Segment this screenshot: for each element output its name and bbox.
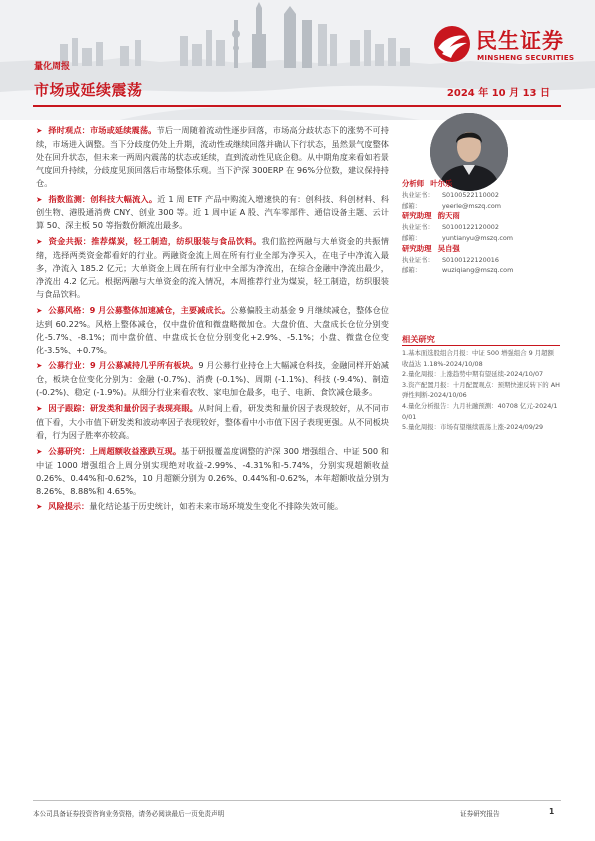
paragraph-lead: 资金共振：推荐煤炭，轻工制造，纺织服装与食品饮料。 bbox=[48, 236, 262, 247]
analyst-name: 韵天雨 bbox=[437, 211, 460, 221]
cert-label: 执业证书： bbox=[402, 255, 434, 264]
related-item: 1.基本面选股组合月报：中证 500 增强组合 9 月超额收益达 1.18%-2024/10/08 bbox=[402, 349, 554, 368]
related-divider bbox=[402, 345, 560, 346]
email-label: 邮箱： bbox=[402, 233, 422, 242]
analyst-card bbox=[402, 211, 560, 243]
summary-paragraph bbox=[33, 359, 389, 399]
main-content bbox=[33, 124, 389, 517]
page-number: 1 bbox=[549, 807, 555, 816]
analyst-name: 叶尔乐 bbox=[430, 179, 453, 188]
paragraph-text: 公募偏股主动基金 9 月继续减仓，整体仓位达到 60.22%。风格上整体减仓，仅中盘价值和微盘略微加仓。大盘价值、大盘成长仓位分别变化-5.7%、-8.1%；而中盘价值、中盘成长仓位分别变化+2.9%、-5.1%；小盘、微盘仓位变化-3.5%、+0.7%。 bbox=[36, 304, 389, 355]
paragraph-text: 量化结论基于历史统计，如若未来市场环境发生变化不排除失效可能。 bbox=[89, 501, 344, 512]
footer-label: 证券研究报告 bbox=[460, 810, 500, 818]
summary-paragraph bbox=[33, 500, 389, 514]
footer-disclaimer: 本公司具备证券投资咨询业务资格，请务必阅读最后一页免责声明 bbox=[33, 810, 225, 818]
cert-label: 执业证书： bbox=[402, 190, 434, 199]
related-research-title: 相关研究 bbox=[402, 334, 435, 344]
summary-paragraph bbox=[33, 235, 389, 301]
paragraph-text: 我们监控两融与大单资金的共振情绪，选择两类资金都看好的行业。两融资金流上周在所有行业全部为净买入，在电子中净流入最多，净流入 185.2 亿元；大单资金上周在所有行业中全部为净流出，在综合金融中净流出最少，净流出 4.2 亿元。根据两融与大单资金的流入情况，本周推荐行业为煤炭，轻工制造，纺织服装与食品饮料。 bbox=[36, 236, 389, 299]
related-item: 3.资产配置月报：十月配置观点：预期快速反转下的 AH 弹性判断-2024/10/06 bbox=[402, 380, 560, 400]
paragraph-lead: 择时观点：市场或延续震荡。 bbox=[48, 125, 157, 135]
report-date: 2024 年 10 月 13 日 bbox=[446, 88, 550, 99]
logo-text-en: MINSHENG SECURITIES bbox=[477, 53, 575, 62]
arrow-bullet-icon: ➤ bbox=[36, 194, 43, 204]
title-divider bbox=[33, 105, 561, 107]
email-address: yuntianyu@mszq.com bbox=[442, 233, 513, 242]
paragraph-text: 基于研报覆盖度调整的沪深 300 增强组合、中证 500 和中证 1000 增强组合上周分别实现绝对收益-2.99%、-4.31%和-5.74%，分别实现超额收益 0.26%、0.44%和-0.62%，10 月超额分别为 0.26%、0.44%和-0.62%，本年超额收益分别为 8.26%、8.88%和 4.65%。 bbox=[36, 445, 389, 496]
paragraph-lead: 因子跟踪：研发类和量价因子表现亮眼。 bbox=[48, 403, 198, 414]
cert-number: S0100122120002 bbox=[442, 223, 499, 232]
paragraph-text: 9 月公募行业持仓上大幅减仓科技，金融同样开始减仓，板块仓位变化分别为：金融 (-0.7%)、消费 (-0.1%)、周期 (-1.1%)、科技 (-9.4%)、制造 (-0.2%)、稳定 (-1.9%)。从细分行业来看农牧、家电加仓最多，电子、电新、食饮减仓最多。 bbox=[36, 360, 389, 398]
analyst-list bbox=[402, 179, 560, 276]
summary-paragraph bbox=[33, 445, 389, 498]
doc-type-label: 量化周报 bbox=[34, 62, 71, 72]
logo-text-cn: 民生证券 bbox=[476, 29, 564, 53]
paragraph-text: 从时间上看，研发类和量价因子表现较好，从不同市值下看，大小市值下研发类和波动率因子表现较好，整体看中小市值下因子表现更强。从不同板块看，行为因子胜率亦较高。 bbox=[36, 403, 389, 440]
paragraph-text: 近 1 周 ETF 产品中购流入增速快的有：创科技、科创材料、科创生物、港股通消费 CNY、创业 300 等。近 1 周中证 A 股、汽车零部件、通信设备主题、云计算 50、深主板 50 等指数份额流出最多。 bbox=[36, 193, 389, 231]
paragraph-lead: 公募风格：9 月公募整体加速减仓，主要减成长。 bbox=[48, 304, 231, 315]
related-item: 5.量化周报：市场有望继续震荡上涨-2024/09/29 bbox=[402, 423, 544, 432]
email-address: yeerle@mszq.com bbox=[442, 201, 502, 210]
analyst-name: 吴自强 bbox=[437, 243, 460, 253]
summary-paragraph bbox=[33, 124, 389, 190]
arrow-bullet-icon: ➤ bbox=[36, 126, 43, 135]
paragraph-lead: 指数监测：创科技大幅流入。 bbox=[48, 193, 158, 204]
summary-paragraph bbox=[33, 402, 389, 442]
cert-label: 执业证书： bbox=[402, 223, 434, 232]
paragraph-lead: 风险提示： bbox=[48, 501, 90, 512]
arrow-bullet-icon: ➤ bbox=[36, 305, 43, 315]
minsheng-logo-icon bbox=[432, 24, 472, 64]
analyst-role: 研究助理 bbox=[402, 243, 432, 253]
email-label: 邮箱： bbox=[402, 201, 422, 210]
arrow-bullet-icon: ➤ bbox=[36, 446, 43, 456]
email-label: 邮箱： bbox=[402, 266, 422, 275]
arrow-bullet-icon: ➤ bbox=[36, 361, 43, 371]
paragraph-lead: 公募行业：9 月公募减持几乎所有板块。 bbox=[48, 360, 199, 371]
arrow-bullet-icon: ➤ bbox=[36, 502, 43, 512]
arrow-bullet-icon: ➤ bbox=[36, 404, 43, 414]
summary-paragraph bbox=[33, 304, 389, 357]
page-title: 市场或延续震荡 bbox=[34, 81, 143, 99]
paragraph-text: 节后一周随着流动性逐步回落，市场高分歧状态下的涨势不可持续，市场进入调整。当下分歧度仍处上升期，流动性或继续回落并确认下行状态，虽然景气度整体处在回升状态，但未来一两周内震荡的状态或延续，直到流动性见底企稳。从中期角度来看如若景气度回升持续，分歧度见顶回落后市场整体乐观。当下沪深 300ERP 在 96%分位数，建议保持持仓。 bbox=[36, 125, 389, 188]
summary-paragraph bbox=[33, 193, 389, 233]
related-item: 2.量化周报：上涨趋势中期有望延续-2024/10/07 bbox=[402, 370, 544, 379]
email-address: wuziqiang@mszq.com bbox=[442, 266, 514, 275]
related-item: 4.量化分析报告：九月社融预测：40708 亿元-2024/10/01 bbox=[402, 401, 558, 421]
analyst-card bbox=[402, 244, 560, 276]
analyst-card bbox=[402, 179, 560, 211]
analyst-role: 分析师 bbox=[402, 179, 425, 188]
cert-number: S0100122120016 bbox=[442, 255, 499, 264]
arrow-bullet-icon: ➤ bbox=[36, 237, 43, 247]
footer-divider bbox=[33, 800, 561, 801]
analyst-role: 研究助理 bbox=[402, 211, 432, 221]
related-research-list bbox=[402, 348, 560, 433]
brand-logo bbox=[432, 24, 582, 70]
paragraph-lead: 公募研究：上周超额收益涨跌互现。 bbox=[48, 445, 182, 456]
cert-number: S0100522110002 bbox=[442, 190, 499, 199]
